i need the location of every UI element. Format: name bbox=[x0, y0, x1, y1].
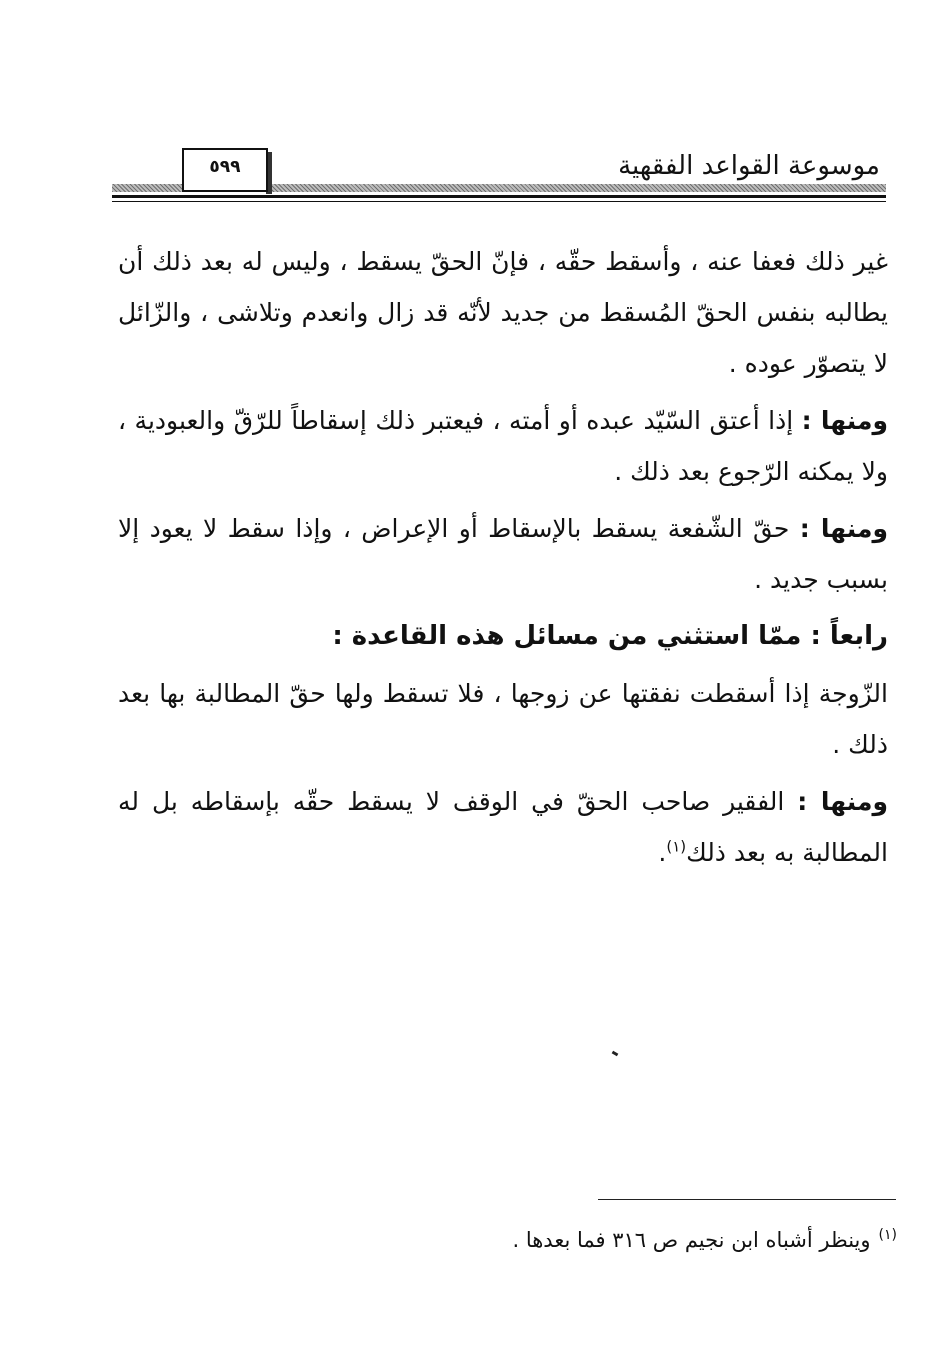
page-header bbox=[112, 140, 886, 204]
paragraph: غير ذلك فعفا عنه ، وأسقط حقّه ، فإنّ الحقّ يسقط ، وليس له بعد ذلك أن يطالبه بنفس الحقّ المُسقط من جديد لأنّه قد زال وانعدم وتلاشى ، والزّائل لا يتصوّر عوده . bbox=[118, 247, 888, 378]
list-item bbox=[118, 503, 888, 605]
stray-mark bbox=[612, 1051, 619, 1057]
item-label: ومنها : bbox=[801, 406, 888, 435]
page-number: ٥٩٩ bbox=[182, 148, 268, 192]
item-end: . bbox=[658, 838, 667, 867]
book-title: موسوعة القواعد الفقهية bbox=[618, 151, 880, 181]
main-text bbox=[118, 236, 888, 884]
paragraph: الزّوجة إذا أسقطت نفقتها عن زوجها ، فلا تسقط ولها حقّ المطالبة بها بعد ذلك . bbox=[118, 679, 888, 759]
list-item bbox=[118, 776, 888, 878]
footnote-text: وينظر أشباه ابن نجيم ص ٣١٦ فما بعدها . bbox=[512, 1228, 871, 1252]
item-label: ومنها : bbox=[797, 787, 888, 816]
section-heading: رابعاً : ممّا استثني من مسائل هذه القاعدة : bbox=[332, 621, 888, 651]
header-rule-thick bbox=[112, 195, 886, 198]
item-text: الفقير صاحب الحقّ في الوقف لا يسقط حقّه بإسقاطه بل له المطالبة به بعد ذلك bbox=[118, 787, 888, 867]
item-text: إذا أعتق السّيّد عبده أو أمته ، فيعتبر ذلك إسقاطاً للرّقّ والعبودية ، ولا يمكنه الرّجوع بعد ذلك . bbox=[118, 406, 888, 486]
footnote-reference[interactable]: (١) bbox=[666, 837, 687, 856]
list-item bbox=[118, 395, 888, 497]
item-text: حقّ الشّفعة يسقط بالإسقاط أو الإعراض ، وإذا سقط لا يعود إلا بسبب جديد . bbox=[118, 514, 888, 594]
footnote-separator bbox=[598, 1199, 896, 1200]
footnote-marker: (١) bbox=[878, 1227, 897, 1243]
header-rule-thin bbox=[112, 201, 886, 202]
item-label: ومنها : bbox=[799, 514, 888, 543]
footnote bbox=[512, 1218, 897, 1257]
